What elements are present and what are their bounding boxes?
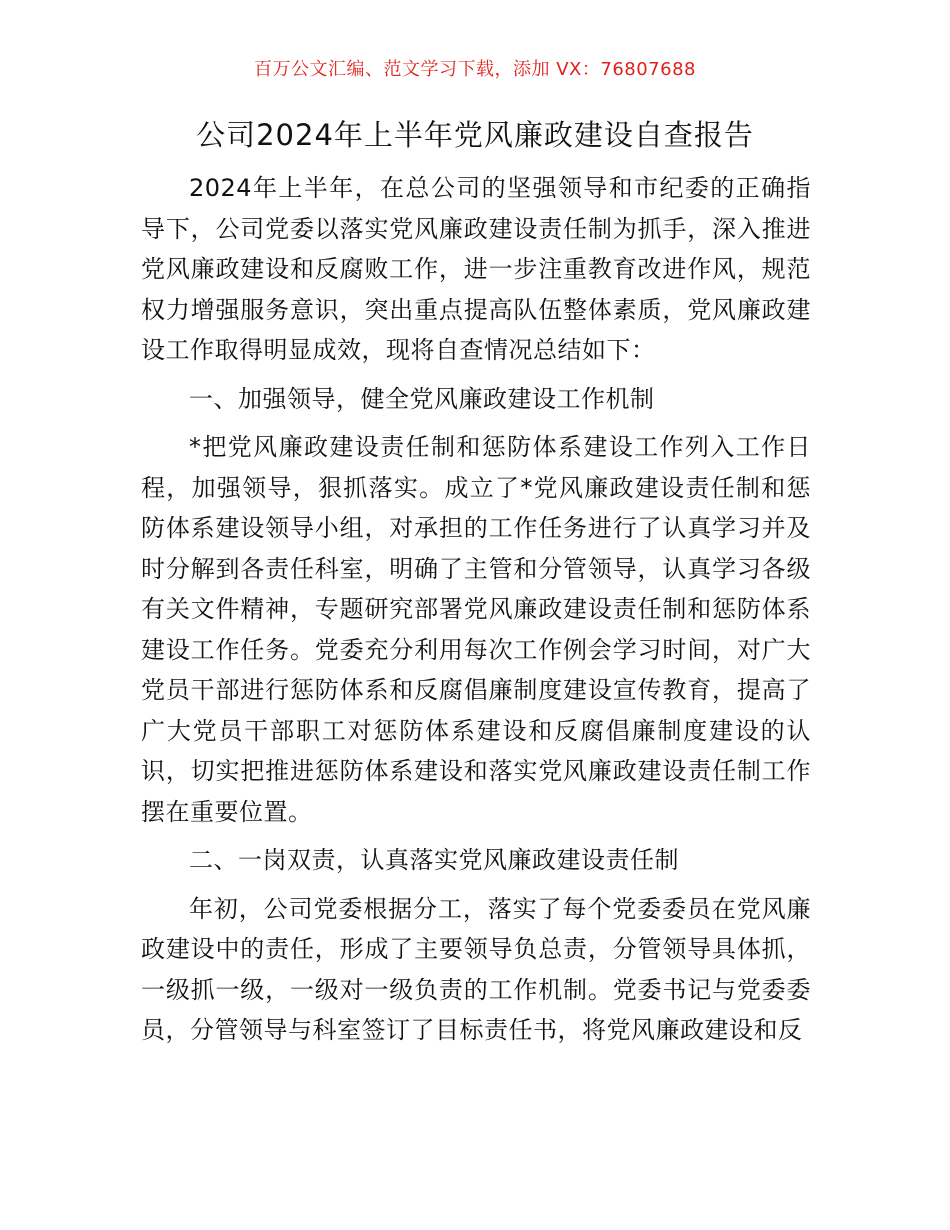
watermark-banner: 百万公文汇编、范文学习下载，添加 VX：76807688 [254,59,696,80]
section-2-heading: 二、一岗双责，认真落实党风廉政建设责任制 [189,846,679,874]
section-2-paragraph: 年初，公司党委根据分工，落实了每个党委委员在党风廉政建设中的责任，形成了主要领导负总责，分管领导具体抓，一级抓一级，一级对一级负责的工作机制。党委书记与党委委员，分管领导与科室签订了目标责任书，将党风廉政建设和反 [141,894,811,1044]
section-1-heading: 一、加强领导，健全党风廉政建设工作机制 [189,384,655,413]
document-title: 公司2024年上半年党风廉政建设自查报告 [196,118,754,152]
document-body [141,168,811,1051]
intro-paragraph: 2024年上半年，在总公司的坚强领导和市纪委的正确指导下，公司党委以落实党风廉政建设责任制为抓手，深入推进党风廉政建设和反腐败工作，进一步注重教育改进作风，规范权力增强服务意识，突出重点提高队伍整体素质，党风廉政建设工作取得明显成效，现将自查情况总结如下： [141,174,811,364]
section-1-paragraph: *把党风廉政建设责任制和惩防体系建设工作列入工作日程，加强领导，狠抓落实。成立了*党风廉政建设责任制和惩防体系建设领导小组，对承担的工作任务进行了认真学习并及时分解到各责任科室，明确了主管和分管领导，认真学习各级有关文件精神，专题研究部署党风廉政建设责任制和惩防体系建设工作任务。党委充分利用每次工作例会学习时间，对广大党员干部进行惩防体系和反腐倡廉制度建设宣传教育，提高了广大党员干部职工对惩防体系建设和反腐倡廉制度建设的认识，切实把推进惩防体系建设和落实党风廉政建设责任制工作摆在重要位置。 [141,433,811,826]
